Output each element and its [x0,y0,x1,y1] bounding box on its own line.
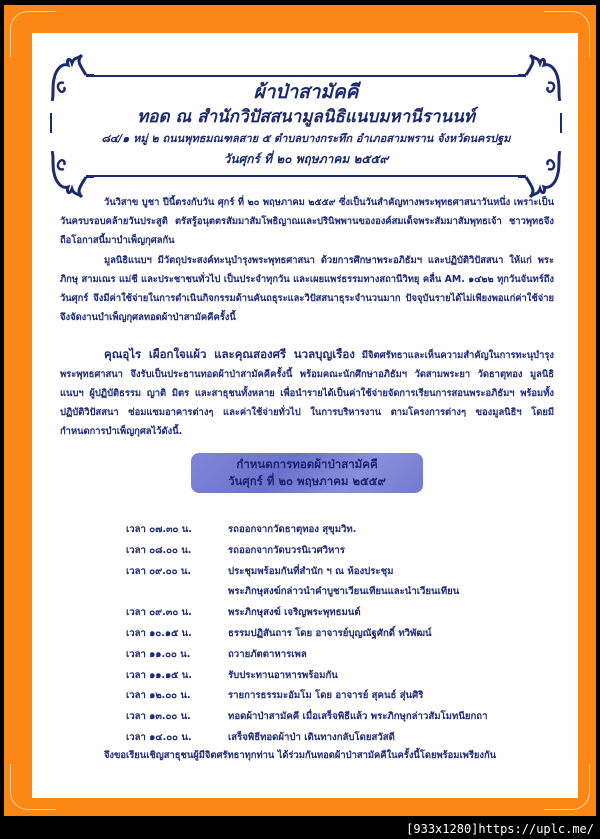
schedule-row [126,562,546,583]
schedule-row [126,666,546,687]
schedule-activity: พระภิกษุสงฆ์ เจริญพระพุทธมนต์ [228,607,361,619]
orange-border [4,5,596,816]
venue-address: ๘๔/๑ หมู่ ๒ ถนนพุทธมณฑลสาย ๕ ตำบลบางกระทึก อำเภอสามพราน จังหวัดนครปฐม [101,132,511,145]
schedule-row [126,728,546,749]
schedule-activity: ทอดผ้าป่าสามัคคี เมื่อเสร็จพิธีแล้ว พระภิกษุกล่าวสัมโมทนียกถา [228,711,488,723]
schedule-time: เวลา ๐๙.๓๐ น. [126,607,192,619]
frame-line [86,175,526,177]
schedule-date: วันศุกร์ ที่ ๒๐ พฤษภาคม ๒๕๕๙ [228,474,386,488]
schedule-activity: ประชุมพร้อมกันที่สำนัก ฯ ณ ห้องประชุม [228,565,394,577]
schedule-row [126,520,546,541]
schedule-time: เวลา ๐๘.๐๐ น. [126,544,192,556]
paragraph-sponsors [60,345,554,441]
schedule-row [126,541,546,562]
header-block [46,79,566,169]
schedule-row [126,645,546,666]
schedule-time: เวลา ๑๑.๑๕ น. [126,669,192,681]
schedule-activity: ถวายภัตตาหารเพล [228,648,307,660]
schedule-activity: รถออกจากวัดธาตุทอง สุขุมวิท. [228,524,357,535]
schedule-list [126,520,546,749]
schedule-heading: กำหนดการทอดผ้าป่าสามัคคี [236,457,378,471]
schedule-heading-badge [191,453,423,493]
page-title: ผ้าป่าสามัคคี [253,81,359,103]
schedule-time: เวลา ๐๗.๓๐ น. [126,524,192,535]
schedule-time: เวลา ๑๐.๑๕ น. [126,627,192,639]
schedule-row [126,582,546,603]
schedule-activity: เสร็จพิธีทอดผ้าป่า เดินทางกลับโดยสวัสดี [228,731,395,743]
paragraph-text: วันวิสาข บูชา ปีนี้ตรงกับวัน ศุกร์ ที่ ๒๐ พฤษภาคม ๒๕๕๙ ซึ่งเป็นวันสำคัญทางพระพุทธศาสนาวันหนึ่ง เพราะเป็นวันครบรอบคล้ายวันประสูติ ตรัสรู้อนุตตรสัมมาสัมโพธิญาณและปรินิพพานขององค์สมเด็จพระสัมมาสัมพุทธเจ้า ชาวพุทธจึงถือโอกาสนี้มาบำเพ็ญกุศลกัน [60,197,554,246]
schedule-time: เวลา ๑๓.๐๐ น. [126,711,191,723]
document-paper [32,33,578,798]
sponsor-names: คุณอุไร เผือกใจแผ้ว และคุณสองศรี นวลบุญเรือง [104,347,355,361]
paragraph-text: มีจิตศรัทธาและเห็นความสำคัญในการทะนุบำรุงพระพุทธศาสนา จึงรับเป็นประธานทอดผ้าป่าสามัคคีครั้งนี้ พร้อมคณะนักศึกษาอภิธัมฯ วัดสามพระยา วัดธาตุทอง มูลนิธิแนบฯ ผู้ปฏิบัติธรรม ญาติ มิตร และสาธุชนทั้งหลาย เพื่อนำรายได้เป็นค่าใช้จ่ายจัดการเรียนการสอนพระอภิธัมฯ พร้อมทั้งปฏิบัติวิปัสสนา ซ่อมแซมอาคารต่างๆ และค่าใช้จ่ายทั่วไป ในการบริหารงาน ตามโครงการต่างๆ ของมูลนิธิฯ โดยมีกำหนดการบำเพ็ญกุศลไว้ดังนี้. [60,350,554,437]
schedule-row [126,686,546,707]
schedule-row [126,624,546,645]
schedule-activity: รับประทานอาหารพร้อมกัน [228,669,338,681]
schedule-row [126,603,546,624]
schedule-activity: พระภิกษุสงฆ์กล่าวนำคำบูชาเวียนเทียนและนำเวียนเทียน [228,586,460,598]
schedule-time: เวลา ๑๒.๐๐ น. [126,690,191,702]
schedule-activity: รายการธรรมะอัมโม โดย อาจารย์ สุคนธ์ สุ่นศิริ [228,690,424,702]
schedule-activity: รถออกจากวัดบวรนิเวศวิหาร [228,544,345,556]
schedule-time: เวลา ๑๔.๐๐ น. [126,731,192,743]
schedule-time [126,582,228,603]
image-watermark: [933x1280]https://uplc.me/ [406,822,594,836]
schedule-time: เวลา ๑๑.๐๐ น. [126,648,191,660]
closing-invitation: จึงขอเรียนเชิญสาธุชนผู้มีจิตศรัทธาทุกท่าน ได้ร่วมกันทอดผ้าป่าสามัคคีในครั้งนี้โดยพร้อมเพรียงกัน [103,750,497,761]
paragraph-foundation [60,251,554,327]
schedule-time: เวลา ๐๙.๐๐ น. [126,565,192,577]
paragraph-text: มูลนิธิแนบฯ มีวัตถุประสงค์ทะนุบำรุงพระพุทธศาสนา ด้วยการศึกษาพระอภิธัมฯ และปฏิบัติวิปัสสนา ให้แก่ พระภิกษุ สามเณร แม่ชี และประชาชนทั่วไป เป็นประจำทุกวัน และเผยแพร่ธรรมทางสถานีวิทยุ คลื่น AM. ๑๔๒๒ ทุกวันจันทร์ถึงวันศุกร์ จึงมีค่าใช้จ่ายในการดำเนินกิจกรรมด้านคันถธุระและวิปัสสนาธุระจำนวนมาก ปัจจุบันรายได้ไม่เพียงพอแก่ค่าใช้จ่าย จึงจัดงานบำเพ็ญกุศลทอดผ้าป่าสามัคคีครั้งนี้ [60,255,554,323]
frame-line [86,75,526,77]
venue-name: ทอด ณ สำนักวิปัสสนามูลนิธิแนบมหานีรานนท์ [137,107,475,127]
schedule-activity: ธรรมปฏิสันถาร โดย อาจารย์บุญณัฐศักดิ์ ทวิพัฒน์ [228,627,432,639]
schedule-row [126,707,546,728]
header-ornate-frame [46,53,566,183]
paragraph-intro [60,193,554,250]
event-date: วันศุกร์ ที่ ๒๐ พฤษภาคม ๒๕๕๙ [223,152,389,166]
